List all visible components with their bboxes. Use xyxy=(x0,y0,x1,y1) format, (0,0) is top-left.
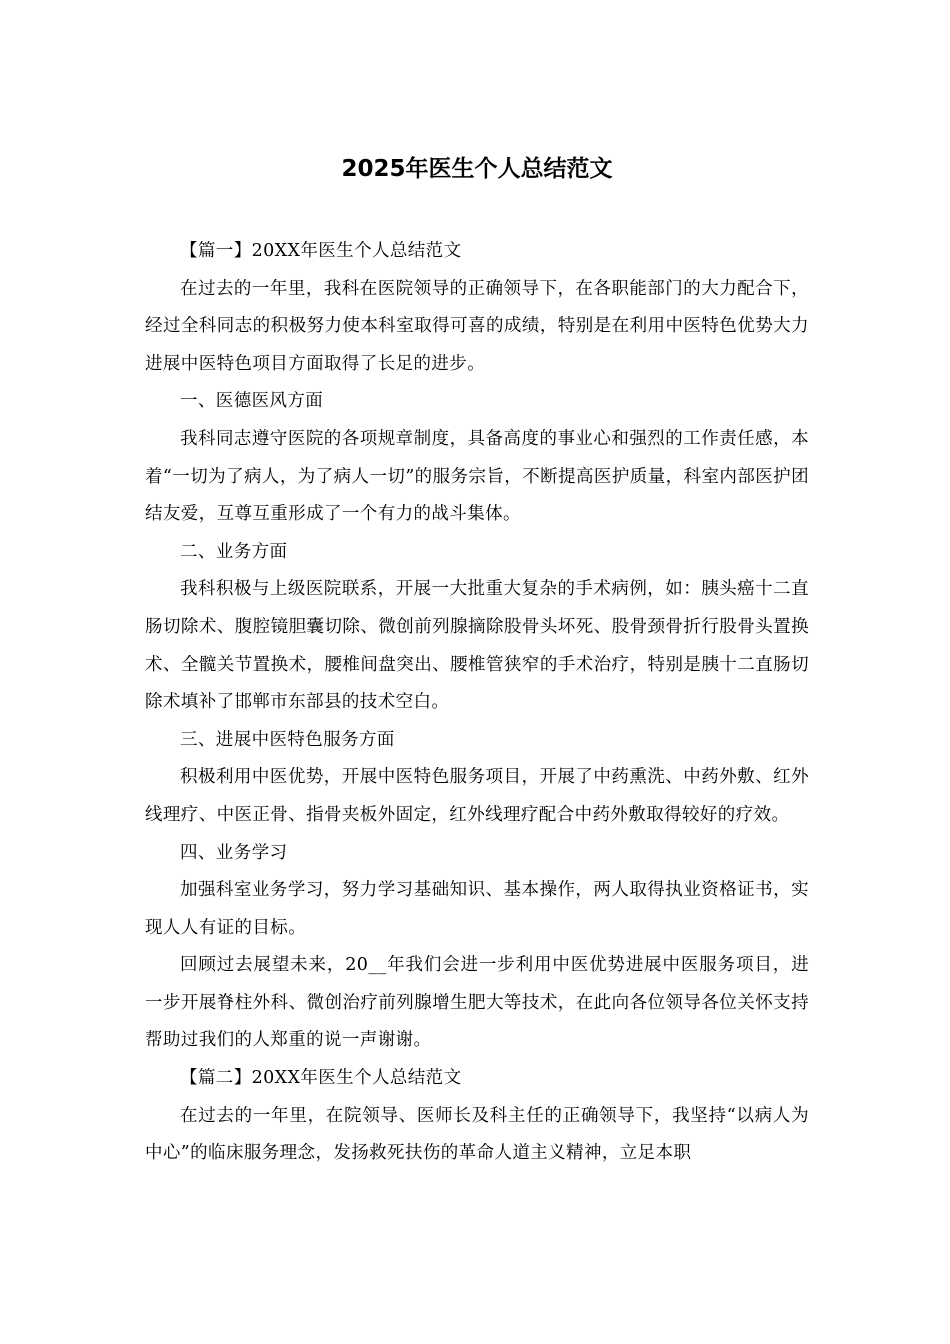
paragraph-part-two: 在过去的一年里，在院领导、医师长及科主任的正确领导下，我坚持“以病人为中心”的临床服务理念，发扬救死扶伤的革命人道主义精神，立足本职 xyxy=(145,1105,809,1164)
document-body xyxy=(145,233,809,1173)
paragraph-tcm: 积极利用中医优势，开展中医特色服务项目，开展了中药熏洗、中药外敷、红外线理疗、中医正骨、指骨夹板外固定，红外线理疗配合中药外敷取得较好的疗效。 xyxy=(145,767,809,825)
paragraph-outlook: 回顾过去展望未来，20__年我们会进一步利用中医优势进展中医服务项目，进一步开展脊柱外科、微创治疗前列腺增生肥大等技术，在此向各位领导各位关怀支持帮助过我们的人郑重的说一声谢谢。 xyxy=(145,955,809,1051)
section-heading-ethics: 一、医德医风方面 xyxy=(180,391,324,412)
section-heading-tcm: 三、进展中医特色服务方面 xyxy=(180,729,395,750)
paragraph-intro: 在过去的一年里，我科在医院领导的正确领导下，在各职能部门的大力配合下，经过全科同志的积极努力使本科室取得可喜的成绩，特别是在利用中医特色优势大力进展中医特色项目方面取得了长足的进步。 xyxy=(145,278,809,374)
section-heading-part-two: 【篇二】20XX年医生个人总结范文 xyxy=(180,1068,462,1089)
document-title: 2025年医生个人总结范文 xyxy=(341,156,613,182)
section-heading-part-one: 【篇一】20XX年医生个人总结范文 xyxy=(180,241,462,261)
paragraph-study: 加强科室业务学习，努力学习基础知识、基本操作，两人取得执业资格证书，实现人人有证的目标。 xyxy=(145,880,809,938)
paragraph-business: 我科积极与上级医院联系，开展一大批重大复杂的手术病例，如：胰头癌十二直肠切除术、腹腔镜胆囊切除、微创前列腺摘除股骨头坏死、股骨颈骨折行股骨头置换术、全髋关节置换术，腰椎间盘突出、腰椎管狭窄的手术治疗，特别是胰十二直肠切除术填补了邯郸市东部县的技术空白。 xyxy=(145,579,809,713)
paragraph-ethics: 我科同志遵守医院的各项规章制度，具备高度的事业心和强烈的工作责任感，本着“一切为了病人，为了病人一切”的服务宗旨，不断提高医护质量，科室内部医护团结友爱，互尊互重形成了一个有力的战斗集体。 xyxy=(145,428,809,525)
section-heading-business: 二、业务方面 xyxy=(180,541,288,562)
section-heading-study: 四、业务学习 xyxy=(180,842,288,863)
